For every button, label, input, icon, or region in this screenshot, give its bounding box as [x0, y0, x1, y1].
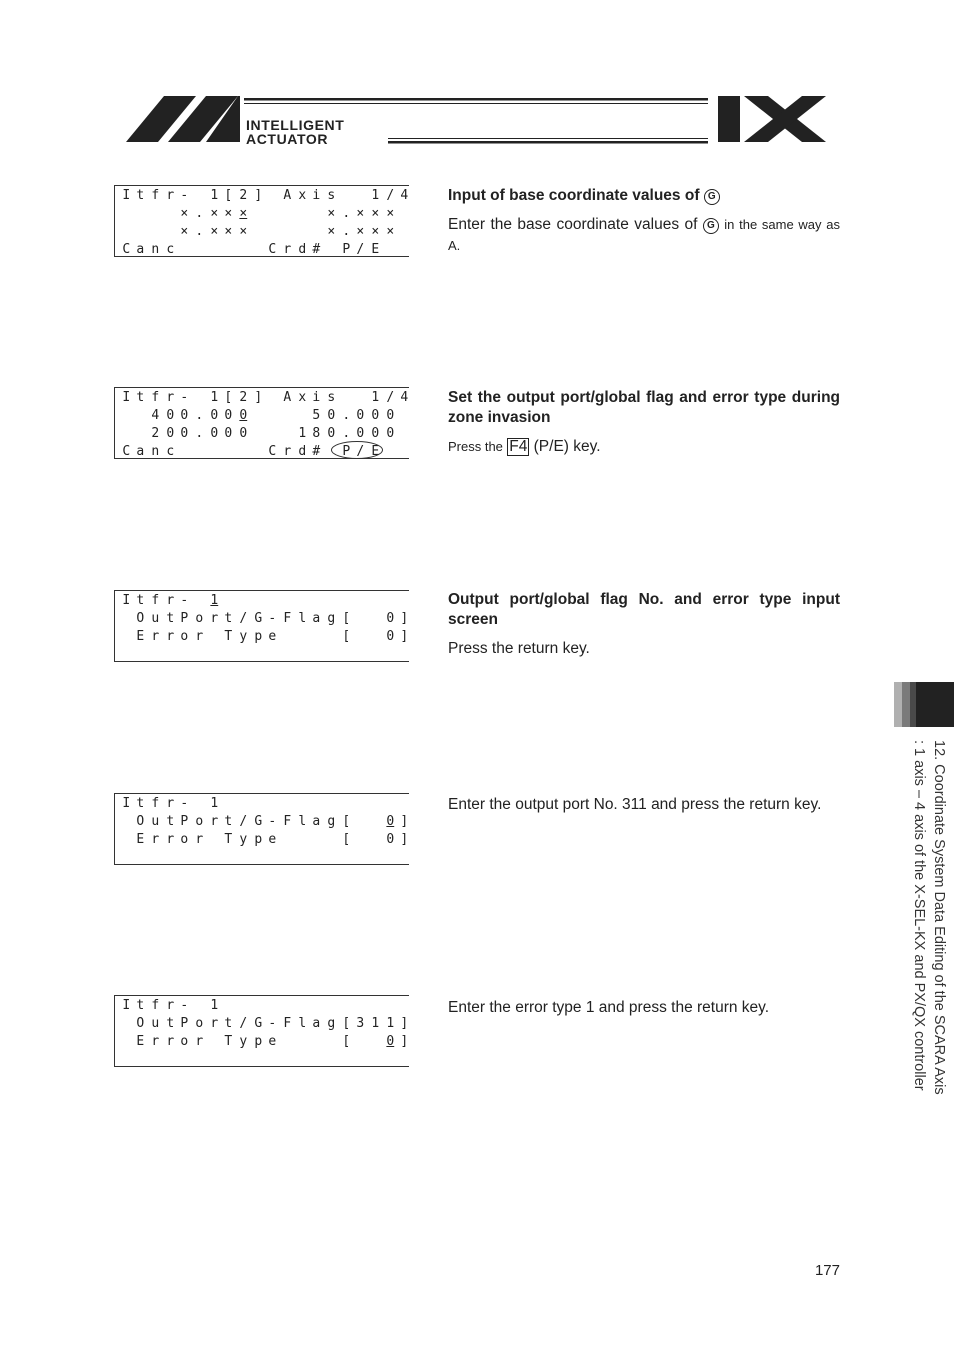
step-4-description	[448, 786, 840, 815]
lcd-line: I t f r - 1 [ 2 ] A x i s 1 / 4	[122, 390, 409, 405]
step-2-body: Press the F4 (P/E) key.	[448, 438, 601, 455]
circled-letter: G	[703, 218, 719, 234]
lcd-line: C a n c C r d # P / E	[122, 242, 380, 257]
chapter-tab-marker	[894, 682, 954, 727]
lcd-line: I t f r - 1	[122, 998, 219, 1013]
brand-line1: INTELLIGENT	[246, 117, 345, 133]
lcd-line: E r r o r T y p e [ 0 ]	[136, 629, 409, 644]
pe-circle-highlight	[331, 441, 383, 459]
page-number: 177	[814, 1262, 840, 1279]
lcd-line: C a n c C r d # P / E	[122, 444, 380, 459]
lcd-line: I t f r - 1	[122, 796, 219, 811]
step-3-description	[448, 590, 840, 659]
step-3-heading: Output port/global flag No. and error type input screen	[448, 591, 840, 628]
lcd-line: O u t P o r t / G - F l a g [ 0 ]	[136, 814, 409, 829]
step-5-description	[448, 989, 840, 1018]
circled-letter: G	[704, 189, 720, 205]
lcd-line: I t f r - 1 [ 2 ] A x i s 1 / 4	[122, 188, 409, 203]
lcd-screen-output-port-entry	[114, 793, 409, 865]
lcd-screen-output-port-input	[114, 590, 409, 662]
lcd-line: E r r o r T y p e [ 0 ]	[136, 1034, 409, 1049]
step-4-body: Enter the output port No. 311 and press the return key.	[448, 796, 822, 813]
lcd-line: 4 0 0 . 0 0 0 5 0 . 0 0 0	[151, 408, 395, 423]
intelligent-actuator-logo	[126, 92, 826, 148]
step-5-body: Enter the error type 1 and press the return key.	[448, 999, 770, 1016]
lcd-line: I t f r - 1	[122, 593, 219, 608]
lcd-line: 2 0 0 . 0 0 0 1 8 0 . 0 0 0	[151, 426, 395, 441]
lcd-line: O u t P o r t / G - F l a g [ 0 ]	[136, 611, 409, 626]
chapter-side-title	[893, 740, 953, 1130]
lcd-screen-error-type-entry	[114, 995, 409, 1067]
lcd-line: × . × × × × . × × ×	[180, 224, 395, 239]
lcd-screen-coordinate-values	[114, 387, 409, 459]
lcd-line: O u t P o r t / G - F l a g [ 3 1 1 ]	[136, 1016, 409, 1031]
step-1-body: Enter the base coordinate values of G in the same way as A.	[448, 216, 840, 253]
brand-line2: ACTUATOR	[246, 131, 329, 147]
step-2-description	[448, 388, 840, 457]
lcd-screen-base-coordinates-g	[114, 185, 409, 257]
lcd-line: E r r o r T y p e [ 0 ]	[136, 832, 409, 847]
step-1-heading: Input of base coordinate values of G	[448, 186, 840, 206]
step-1-description	[448, 186, 840, 256]
step-2-heading: Set the output port/global flag and error type during zone invasion	[448, 389, 840, 426]
f4-key: F4	[509, 438, 528, 455]
chapter-title-line2: : 1 axis – 4 axis of the X-SEL-KX and PX/QX controller	[911, 740, 927, 1091]
lcd-line: × . × × × × . × × ×	[180, 206, 395, 221]
step-3-body: Press the return key.	[448, 640, 590, 657]
chapter-title-line1: 12. Coordinate System Data Editing of the SCARA Axis	[931, 740, 947, 1095]
